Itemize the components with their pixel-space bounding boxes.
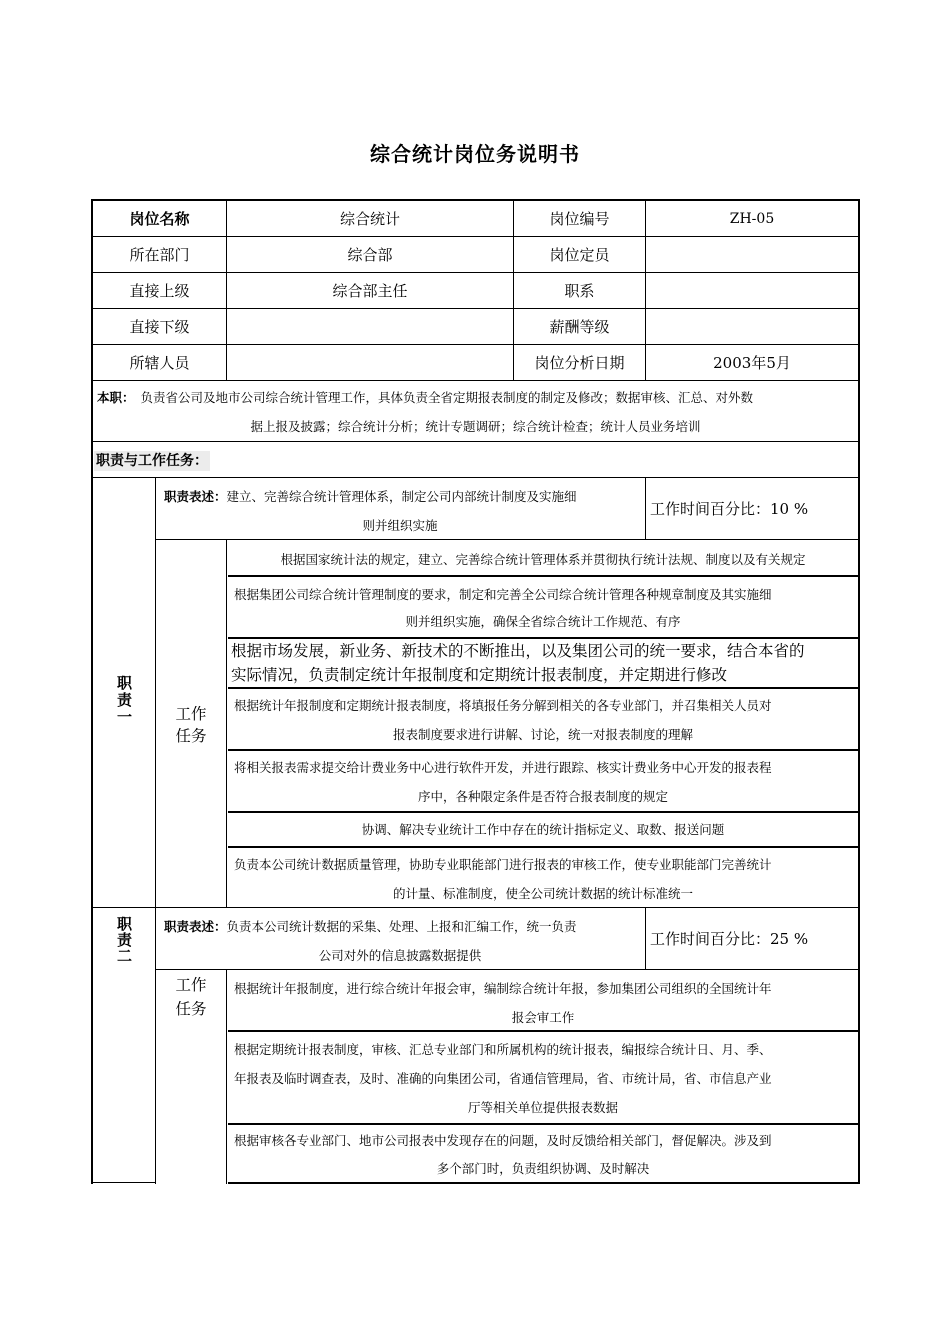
resp2-stmt-line1: 负责本公司统计数据的采集、处理、上报和汇编工作，统一负责 — [226, 919, 577, 934]
staff-label: 所辖人员 — [129, 354, 190, 372]
series-label: 职系 — [564, 282, 595, 300]
staffing-value — [646, 237, 858, 272]
post-name-label: 岗位名称 — [129, 210, 190, 228]
post-code-label: 岗位编号 — [549, 210, 610, 228]
duty-label: 本职： — [97, 390, 135, 405]
salary-value — [646, 309, 858, 344]
resp1-task-3-line1: 根据市场发展，新业务、新技术的不断推出，以及集团公司的统一要求，结合本省的 — [231, 642, 805, 660]
resp1-stmt-line1: 建立、完善综合统计管理体系，制定公司内部统计制度及实施细 — [226, 489, 577, 504]
resp1-task-5-line2: 序中，各种限定条件是否符合报表制度的规定 — [417, 789, 668, 804]
superior-value: 综合部主任 — [332, 282, 408, 300]
resp1-task-4-line2: 报表制度要求进行讲解、讨论，统一对报表制度的理解 — [392, 727, 693, 742]
resp2-task-1-line1: 根据统计年报制度，进行综合统计年报会审，编制综合统计年报，参加集团公司组织的全国统计年 — [234, 981, 772, 996]
date-label: 岗位分析日期 — [534, 354, 625, 372]
dept-label: 所在部门 — [129, 246, 190, 264]
date-value: 2003年5月 — [713, 354, 791, 372]
resp1-task-7-line1: 负责本公司统计数据质量管理，协助专业职能部门进行报表的审核工作，使专业职能部门完善统计 — [234, 857, 772, 872]
section-title: 职责与工作任务： — [96, 453, 208, 469]
staff-value — [227, 345, 513, 380]
resp1-task-4-line1: 根据统计年报制度和定期统计报表制度，将填报任务分解到相关的各专业部门，并召集相关人员对 — [234, 698, 772, 713]
post-name-value: 综合统计 — [339, 210, 400, 228]
resp2-task-2-line2: 年报表及临时调查表，及时、准确的向集团公司，省通信管理局，省、市统计局，省、市信息产业 — [234, 1071, 772, 1086]
staffing-label: 岗位定员 — [549, 246, 610, 264]
resp2-task-3-line2: 多个部门时，负责组织协调、及时解决 — [436, 1161, 650, 1176]
page-title: 综合统计岗位务说明书 — [370, 142, 580, 166]
subordinate-value — [227, 309, 513, 344]
resp1-task-6: 协调、解决专业统计工作中存在的统计指标定义、取数、报送问题 — [361, 822, 725, 837]
resp2-task-label: 工作任务 — [175, 976, 207, 1018]
resp2-stmt-line2: 公司对外的信息披露数据提供 — [318, 948, 482, 963]
resp1-task-3-line2: 实际情况，负责制定统计年报制度和定期统计报表制度，并定期进行修改 — [231, 666, 728, 684]
salary-label: 薪酬等级 — [549, 318, 610, 336]
resp2-task-2-line1: 根据定期统计报表制度，审核、汇总专业部门和所属机构的统计报表，编报综合统计日、月、季、 — [234, 1042, 772, 1057]
resp2-stmt-label: 职责表述： — [164, 919, 227, 934]
resp1-stmt-line2: 则并组织实施 — [362, 518, 438, 533]
series-value — [646, 273, 858, 308]
resp2-label: 职责二 — [115, 916, 133, 964]
duty-text-line2: 据上报及披露；综合统计分析；统计专题调研；综合统计检查；统计人员业务培训 — [250, 419, 701, 434]
resp1-task-2-line1: 根据集团公司综合统计管理制度的要求，制定和完善全公司综合统计管理各种规章制度及其实施细 — [234, 587, 772, 602]
superior-label: 直接上级 — [129, 282, 190, 300]
resp1-percent: 工作时间百分比：10 % — [650, 500, 809, 518]
subordinate-label: 直接下级 — [129, 318, 190, 336]
resp1-stmt-label: 职责表述： — [164, 489, 227, 504]
resp1-task-label: 工作任务 — [175, 705, 207, 745]
resp2-task-3-line1: 根据审核各专业部门、地市公司报表中发现存在的问题，及时反馈给相关部门，督促解决。涉及到 — [234, 1133, 772, 1148]
resp1-task-2-line2: 则并组织实施，确保全省综合统计工作规范、有序 — [405, 614, 681, 629]
duty-text-line1: 负责省公司及地市公司综合统计管理工作，具体负责全省定期报表制度的制定及修改；数据审核、汇总、对外数 — [140, 390, 754, 405]
resp1-task-1: 根据国家统计法的规定，建立、完善综合统计管理体系并贯彻执行统计法规、制度以及有关规定 — [280, 552, 806, 567]
resp1-label: 职责一 — [115, 674, 133, 726]
resp2-task-1-line2: 报会审工作 — [511, 1010, 575, 1025]
post-code-value: ZH-05 — [729, 210, 775, 227]
resp2-percent: 工作时间百分比：25 % — [650, 930, 809, 948]
dept-value: 综合部 — [347, 246, 393, 264]
resp2-task-2-line3: 厅等相关单位提供报表数据 — [467, 1100, 618, 1115]
resp1-task-7-line2: 的计量、标准制度，使全公司统计数据的统计标准统一 — [392, 886, 693, 901]
resp1-task-5-line1: 将相关报表需求提交给计费业务中心进行软件开发，并进行跟踪、核实计费业务中心开发的报表程 — [234, 760, 772, 775]
